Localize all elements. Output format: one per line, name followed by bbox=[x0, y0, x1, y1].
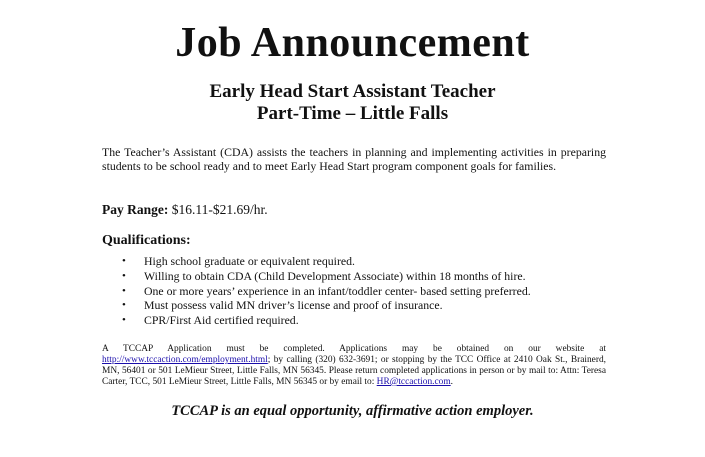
pay-range-value: $16.11-$21.69/hr. bbox=[171, 202, 268, 217]
qualification-item: • One or more years’ experience in an infant/toddler center- based setting preferred. bbox=[122, 283, 531, 298]
bullet-icon: • bbox=[122, 299, 126, 312]
qualification-item: • High school graduate or equivalent required. bbox=[122, 254, 355, 268]
qualification-item: • Willing to obtain CDA (Child Development Associate) within 18 months of hire. bbox=[122, 268, 526, 283]
qualification-item: • CPR/First Aid certified required. bbox=[122, 313, 299, 328]
bullet-icon: • bbox=[122, 269, 126, 282]
qualifications-heading: Qualifications: bbox=[102, 233, 191, 248]
application-instructions bbox=[102, 344, 606, 388]
page-title: Job Announcement bbox=[175, 20, 530, 66]
pay-range bbox=[102, 202, 606, 218]
application-text-middle: ; by calling (320) 632-3691; or stopping by the TCC Office at 2410 Oak St., Brainerd, MN, 56401 or 501 LeMieur Street, Little Falls, MN 56345. Please return completed applications in person or by mail to: Attn: Teresa Carter, TCC, 501 LeMieur Street, Little Falls, MN 56345 or by email to: bbox=[102, 355, 606, 387]
bullet-icon: • bbox=[122, 255, 126, 267]
hr-email-link[interactable]: HR@tccaction.com bbox=[376, 377, 451, 387]
application-text-end: . bbox=[450, 377, 453, 387]
bullet-icon: • bbox=[122, 314, 126, 327]
employment-website-link[interactable]: http://www.tccaction.com/employment.html bbox=[102, 355, 268, 365]
pay-range-label: Pay Range: bbox=[102, 202, 169, 217]
qualification-item: • Must possess valid MN driver’s license and proof of insurance. bbox=[122, 298, 443, 313]
application-text-start: A TCCAP Application must be completed. Applications may be obtained on our website at bbox=[102, 344, 606, 354]
job-description: The Teacher’s Assistant (CDA) assists the teachers in planning and implementing activities in preparing students to be school ready and to meet Early Head Start program component goals for families. bbox=[102, 145, 606, 173]
position-type-location: Part-Time – Little Falls bbox=[256, 103, 449, 124]
equal-opportunity-statement: TCCAP is an equal opportunity, affirmative action employer. bbox=[171, 403, 534, 419]
bullet-icon: • bbox=[122, 284, 126, 297]
qualifications-list bbox=[102, 254, 606, 328]
position-title: Early Head Start Assistant Teacher bbox=[209, 81, 496, 102]
